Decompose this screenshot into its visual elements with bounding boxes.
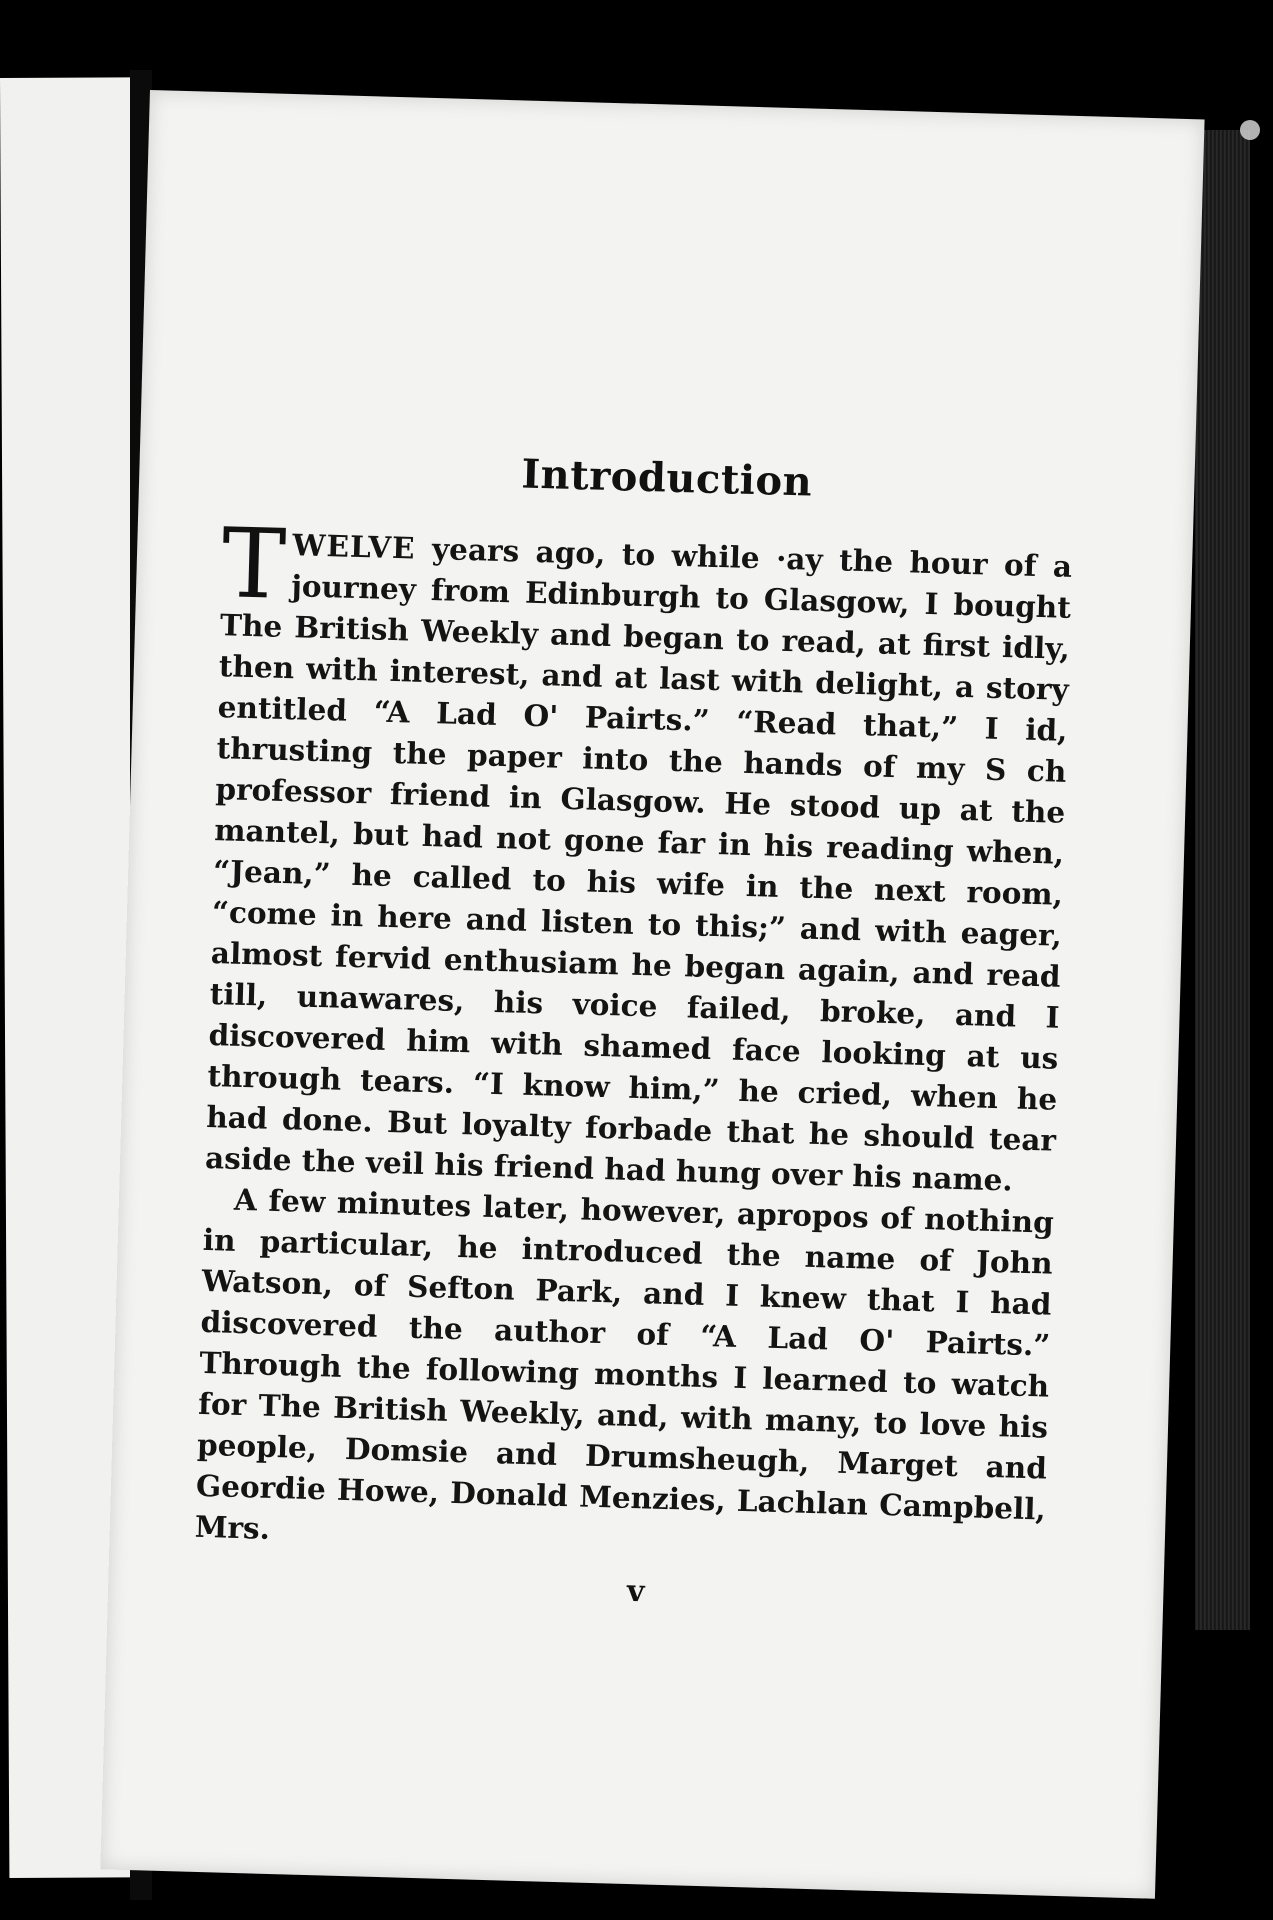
paragraph-1: [204, 507, 1073, 1201]
page-body: [194, 507, 1073, 1570]
page-fore-edge: [1195, 130, 1250, 1630]
chapter-title: Introduction: [520, 450, 813, 506]
paragraph-1-text: years ago, to while ·ay the hour of a journey from Edinburgh to Glasgow, I bought The British Weekly and began to read, at first idly, then with interest, and at last with delight, a story entitled “A Lad O' Pairts.” “Read that,” I id, thrusting the paper into the hands of my S ch professor friend in Glasgow. He stood up at the mantel, but had not gone far in his reading when, “Jean,” he called to his wife in the next room, “come in here and listen to this;” and with eager, almost fervid enthusiam he began again, and read till, unawares, his voice failed, broke, and I discovered him with shamed face looking at us through tears. “I know him,” he cried, when he had done. But loyalty forbade that he should tear aside the veil his friend had hung over his name.: [204, 531, 1073, 1198]
page-number: v: [626, 1573, 645, 1610]
scan-speck: [1240, 120, 1260, 140]
drop-cap: T: [220, 507, 288, 621]
paragraph-2: A few minutes later, however, apropos of nothing in particular, he introduced the name of John Watson, of Sefton Park, and I knew that I had discovered the author of “A Lad O' Pairts.” Through the following months I learned to watch for The British Weekly, and, with many, to love his people, Domsie and Drumsheugh, Marget and Geordie Howe, Donald Menzies, Lachlan Campbell, Mrs.: [194, 1181, 1055, 1546]
book-page: [100, 90, 1204, 1899]
paragraph-1-lead-word: WELVE: [291, 527, 417, 566]
